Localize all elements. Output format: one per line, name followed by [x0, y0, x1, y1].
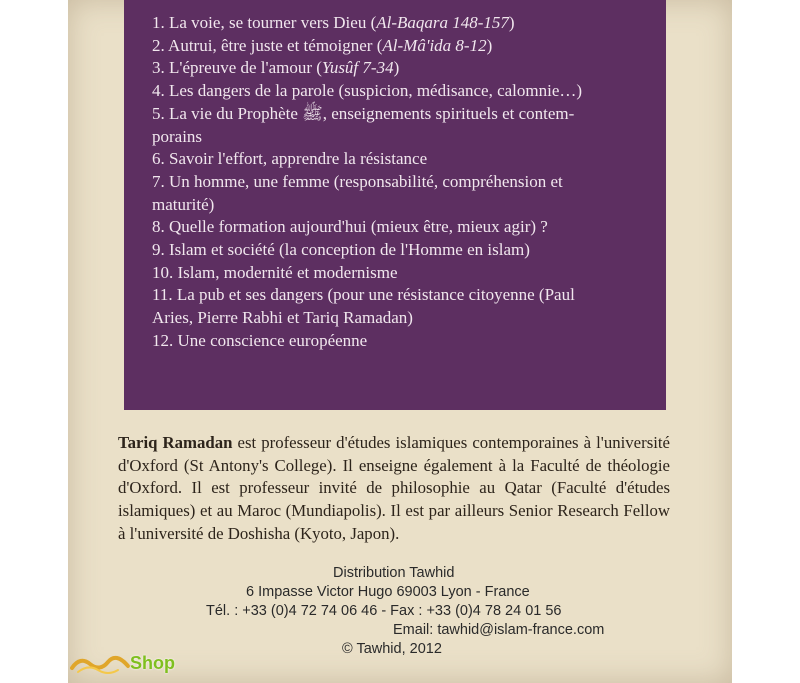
track-item-continued: Aries, Pierre Rabhi et Tariq Ramadan) — [152, 308, 413, 328]
track-item: 12. Une conscience européenne — [152, 330, 368, 350]
distributor-email: Email: tawhid@islam-france.com — [393, 622, 605, 638]
distributor-address: 6 Impasse Victor Hugo 69003 Lyon - France — [246, 584, 530, 600]
distributor-phone: Tél. : +33 (0)4 72 74 06 46 - Fax : +33 (0)4 78 24 01 56 — [206, 603, 562, 619]
distributor-name: Distribution Tawhid — [333, 565, 455, 581]
track-item: 6. Savoir l'effort, apprendre la résistance — [152, 149, 428, 169]
shop-logo: Shop — [130, 653, 175, 673]
track-item: 4. Les dangers de la parole (suspicion, médisance, calomnie…) — [152, 81, 583, 101]
author-bio — [118, 432, 670, 546]
track-item: 5. La vie du Prophète ﷺ, enseignements spirituels et contem- — [152, 103, 575, 123]
track-item: 8. Quelle formation aujourd'hui (mieux être, mieux agir) ? — [152, 217, 548, 237]
track-item: 1. La voie, se tourner vers Dieu (Al-Baqara 148-157) — [152, 13, 515, 32]
track-list — [152, 12, 662, 353]
track-item: 2. Autrui, être juste et témoigner (Al-Mâ'ida 8-12) — [152, 35, 493, 55]
author-bio-text: est professeur d'études islamiques contemporaines à l'université d'Oxford (St Antony's College). Il enseigne également à la Faculté de théologie d'Oxford. Il est professeur invité de philosophie au Qatar (Faculté d'études islamiques) et au Maroc (Mundiapolis). Il est par ailleurs Senior Research Fellow à l'université de Doshisha (Kyoto, Japon). — [118, 433, 670, 543]
track-item: 10. Islam, modernité et modernisme — [152, 262, 398, 282]
copyright: © Tawhid, 2012 — [342, 641, 442, 657]
track-item-continued: maturité) — [152, 194, 215, 214]
track-item: 9. Islam et société (la conception de l'Homme en islam) — [152, 240, 530, 260]
track-item-continued: porains — [152, 126, 203, 146]
track-item: 7. Un homme, une femme (responsabilité, compréhension et — [152, 171, 563, 191]
track-item: 3. L'épreuve de l'amour (Yusûf 7-34) — [152, 58, 400, 78]
author-name: Tariq Ramadan — [118, 433, 233, 452]
track-item: 11. La pub et ses dangers (pour une résistance citoyenne (Paul — [152, 285, 575, 305]
